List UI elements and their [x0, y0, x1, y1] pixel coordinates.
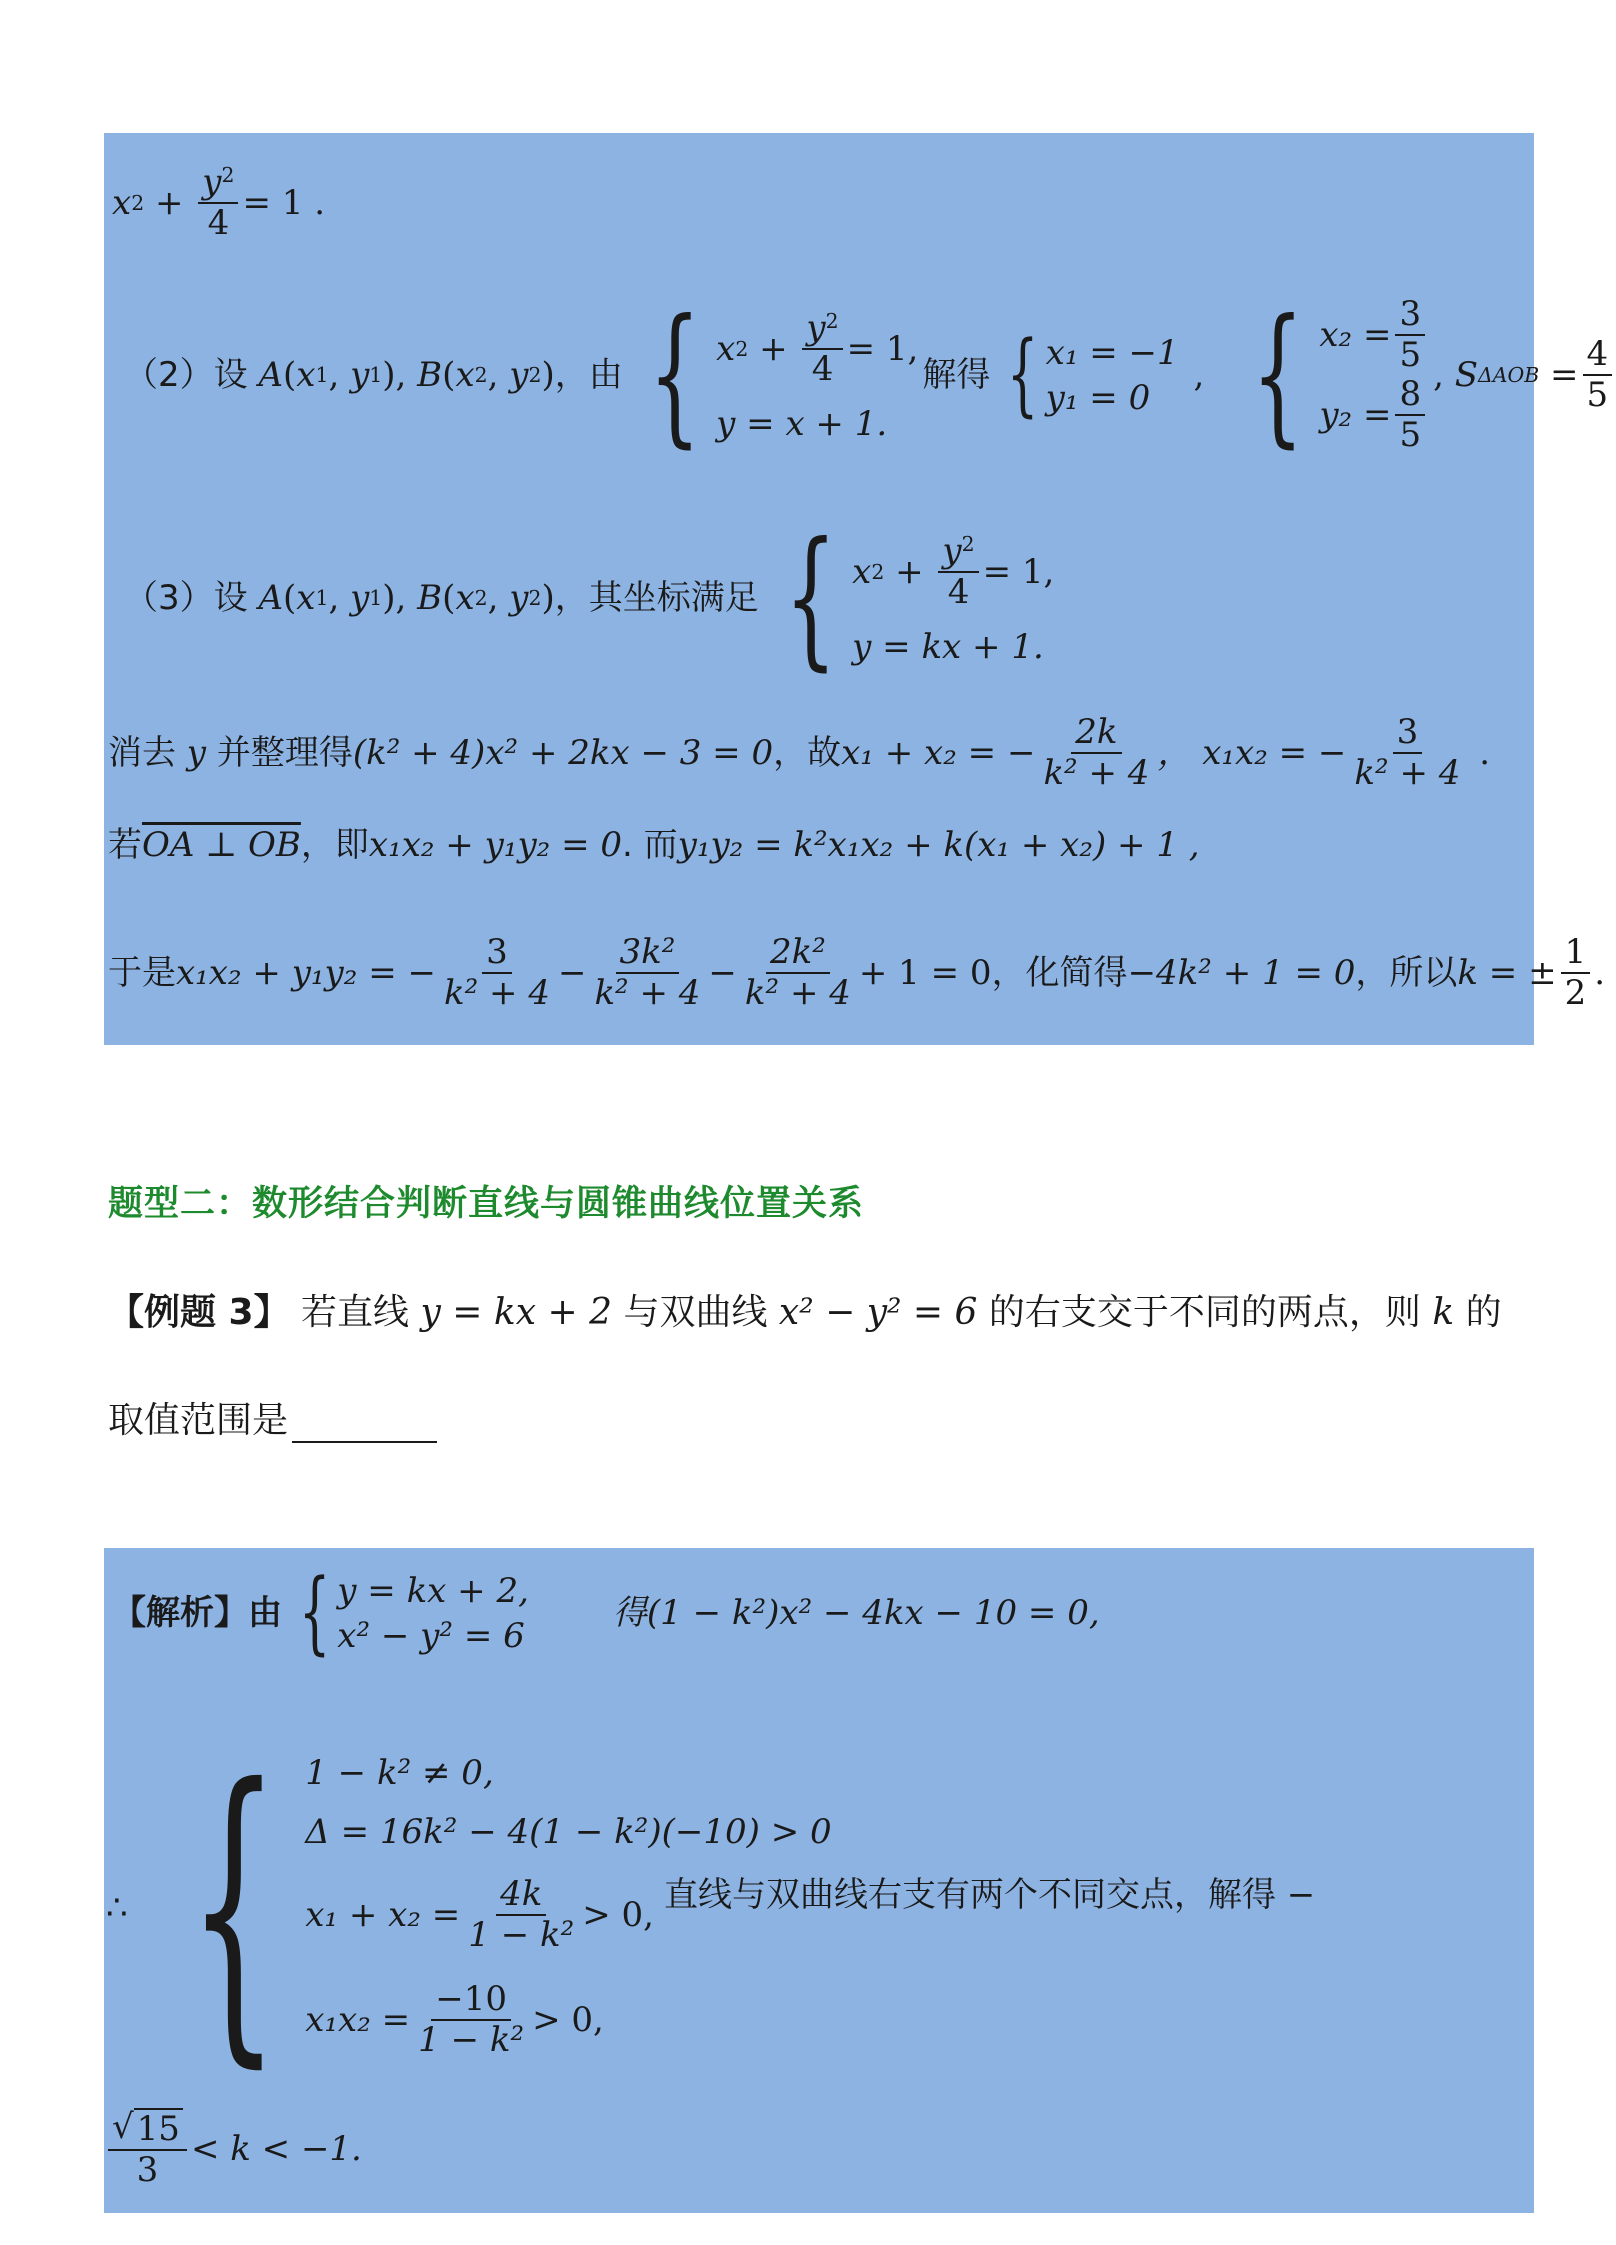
solution-box-2: [104, 1548, 1534, 2213]
example-3: 【例题 3】 若直线 y = kx + 2 与双曲线 x² − y² = 6 的右支交于不同的两点，则 k 的: [108, 1292, 1502, 1333]
system-2: { x 2 + $\frac{y^2}{4}$ = 1, y = x + 1.: [648, 288, 919, 463]
ellipse-equation: x 2 + $\frac{y^2}{4}$ = 1 .: [112, 162, 326, 244]
solution-box-1: [104, 133, 1609, 1045]
system-line-hyperbola: { y = kx + 2, x² − y² = 6: [298, 1560, 529, 1665]
elimination-line: 消去 y 并整理得 (k² + 4)x² + 2kx − 3 = 0 ，故 x₁ + x₂ = − $\frac{2k}{\text{k² + 4}}$ ， x₁x₂ = − $\frac{3}{\text{k² + 4}}$ .: [108, 712, 1491, 794]
analysis-line: 【解析】由 { y = kx + 2, x² − y² = 6 得(1 − k²)x² − 4kx − 10 = 0,: [112, 1560, 1100, 1665]
condition-system: { 1 − k² ≠ 0, Δ = 16k² − 4(1 − k²)(−10) > 0 x₁ + x₂ = $\frac{4k}{\text{1 − k²}}$ > 0, x₁x₂ = $\frac{-10}{\text{1 − k²}}$ > 0,: [187, 1722, 832, 2094]
answer: √ 15 3 < k < −1.: [104, 2108, 362, 2190]
conclusion-text: 直线与双曲线右支有两个不同交点，解得 −: [664, 1875, 1316, 1915]
answer-blank: [292, 1411, 437, 1443]
area-value: $\frac{4}{5}$: [1583, 335, 1613, 415]
conditions: ∴ { 1 − k² ≠ 0, Δ = 16k² − 4(1 − k²)(−10) > 0 x₁ + x₂ = $\frac{4k}{\text{1 − k²}}$ > 0, x₁x₂ = $\frac{-10}{\text{1 − k²}}$ > 0,: [106, 1722, 832, 2094]
section-title: 题型二：数形结合判断直线与圆锥曲线位置关系: [108, 1184, 865, 1224]
part-3: （3）设 A ( x 1 , y 1 ), B ( x 2 , y 2 ) ，其坐标满足 { x 2 + $\frac{y^2}{4}$ = 1, y = kx + 1.: [124, 511, 1055, 685]
perpendicular-line: 若 OA ⊥ OB ，即 x₁x₂ + y₁y₂ = 0 . 而 y₁y₂ = k²x₁x₂ + k(x₁ + x₂) + 1 ,: [108, 825, 1200, 865]
solution-2: { x₂ = $\frac{3}{5}$ y₂ = $\frac{8}{5}$: [1230, 295, 1429, 455]
final-line: 于是 x₁x₂ + y₁y₂ = − $\frac{3}{\text{k² + 4}}$ − $\frac{\text{3k²}}{\text{k² + 4}}$ − $\frac{\text{2k²}}{\text{k² + 4}}$ + 1 = 0 ，化简得 −4k² + 1 = 0 ，所以 k = ± $\frac{1}{2}$ .: [108, 932, 1606, 1014]
part-2: （2）设 A ( x 1 , y 1 ), B ( x 2 , y 2 ) ，由 { x 2 + $\frac{y^2}{4}$ = 1, y = x + 1. 解得 { x₁ = −1 y₁ = 0 , { x₂ = $\frac{3}{5}$ y₂ = $\frac{8}{5}$ , S ΔAOB = $\frac{4}{5}$: [124, 295, 1616, 455]
area-symbol: S: [1454, 355, 1479, 396]
range-question: 取值范围是: [108, 1392, 437, 1443]
solution-1: { x₁ = −1 y₁ = 0: [1007, 322, 1179, 428]
system-3: { x 2 + $\frac{y^2}{4}$ = 1, y = kx + 1.: [784, 511, 1055, 685]
